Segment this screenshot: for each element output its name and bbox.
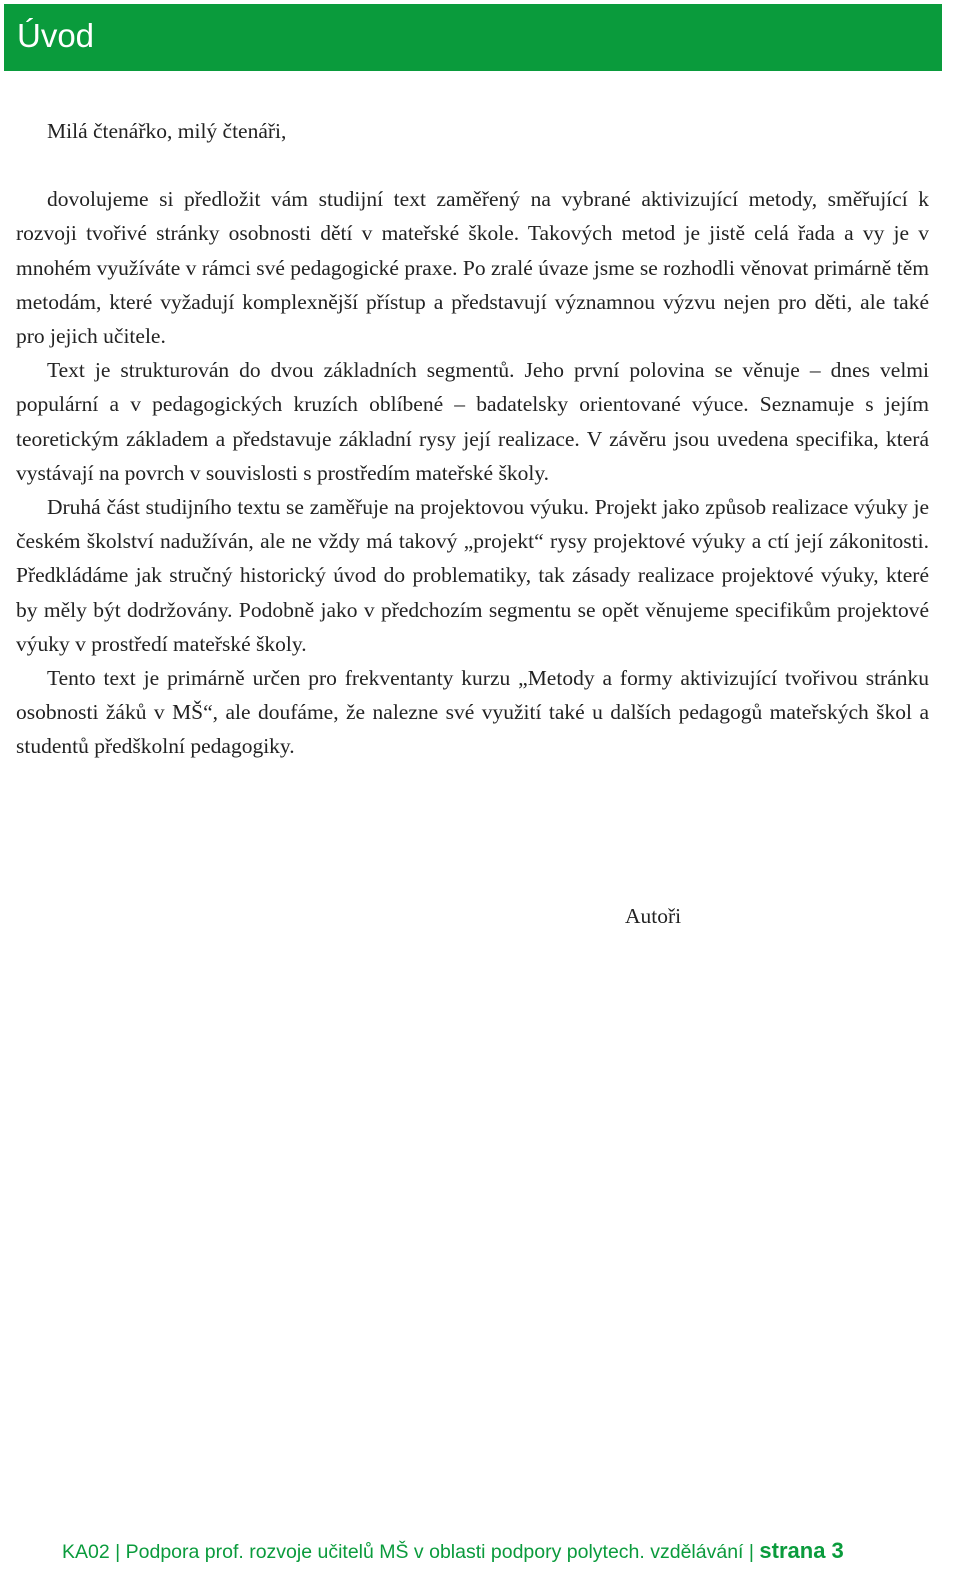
chapter-title: Úvod bbox=[17, 17, 95, 54]
signature: Autoři bbox=[625, 904, 682, 928]
salutation: Milá čtenářko, milý čtenáři, bbox=[47, 119, 287, 143]
document-body bbox=[16, 114, 929, 764]
body-paragraph: dovolujeme si předložit vám studijní text zaměřený na vybrané aktivizující metody, směřující k rozvoji tvořivé stránky osobnosti dětí v mateřské škole. Takových metod je jistě celá řada a vy je v mnohém využíváte v rámci své pedagogické praxe. Po zralé úvaze jsme se rozhodli věnovat primárně těm metodám, které vyžadují komplexnější přístup a představují významnou výzvu nejen pro děti, ale také pro jejich učitele. bbox=[16, 187, 929, 349]
body-paragraph: Druhá část studijního textu se zaměřuje na projektovou výuku. Projekt jako způsob realizace výuky je českém školství nadužíván, ale ne vždy má takový „projekt“ rysy projektové výuky a ctí její zákonitosti. Předkládáme jak stručný historický úvod do problematiky, tak zásady realizace projektové výuky, které by měly být dodržovány. Podobně jako v předchozím segmentu se opět věnujeme specifikům projektové výuky v prostředí mateřské školy. bbox=[16, 495, 929, 656]
chapter-header bbox=[4, 4, 942, 71]
footer-course-code: KA02 bbox=[62, 1541, 110, 1563]
footer-course-title: Podpora prof. rozvoje učitelů MŠ v oblasti podpory polytech. vzdělávání bbox=[125, 1541, 744, 1563]
page-number: strana 3 bbox=[759, 1538, 844, 1563]
footer-separator: | bbox=[748, 1541, 754, 1563]
body-paragraph: Tento text je primárně určen pro frekventanty kurzu „Metody a formy aktivizující tvořivou stránku osobnosti žáků v MŠ“, ale doufáme, že nalezne své využití také u dalších pedagogů mateřských škol a studentů předškolní pedagogiky. bbox=[16, 666, 929, 759]
body-paragraph: Text je strukturován do dvou základních segmentů. Jeho první polovina se věnuje – dnes velmi populární a v pedagogických kruzích oblíbené – badatelsky orientované výuce. Seznamuje s jejím teoretickým základem a představuje základní rysy její realizace. V závěru jsou uvedena specifika, která vystávají na povrch v souvislosti s prostředím mateřské školy. bbox=[16, 358, 929, 485]
footer-separator: | bbox=[115, 1541, 121, 1563]
page-footer bbox=[62, 1536, 844, 1567]
